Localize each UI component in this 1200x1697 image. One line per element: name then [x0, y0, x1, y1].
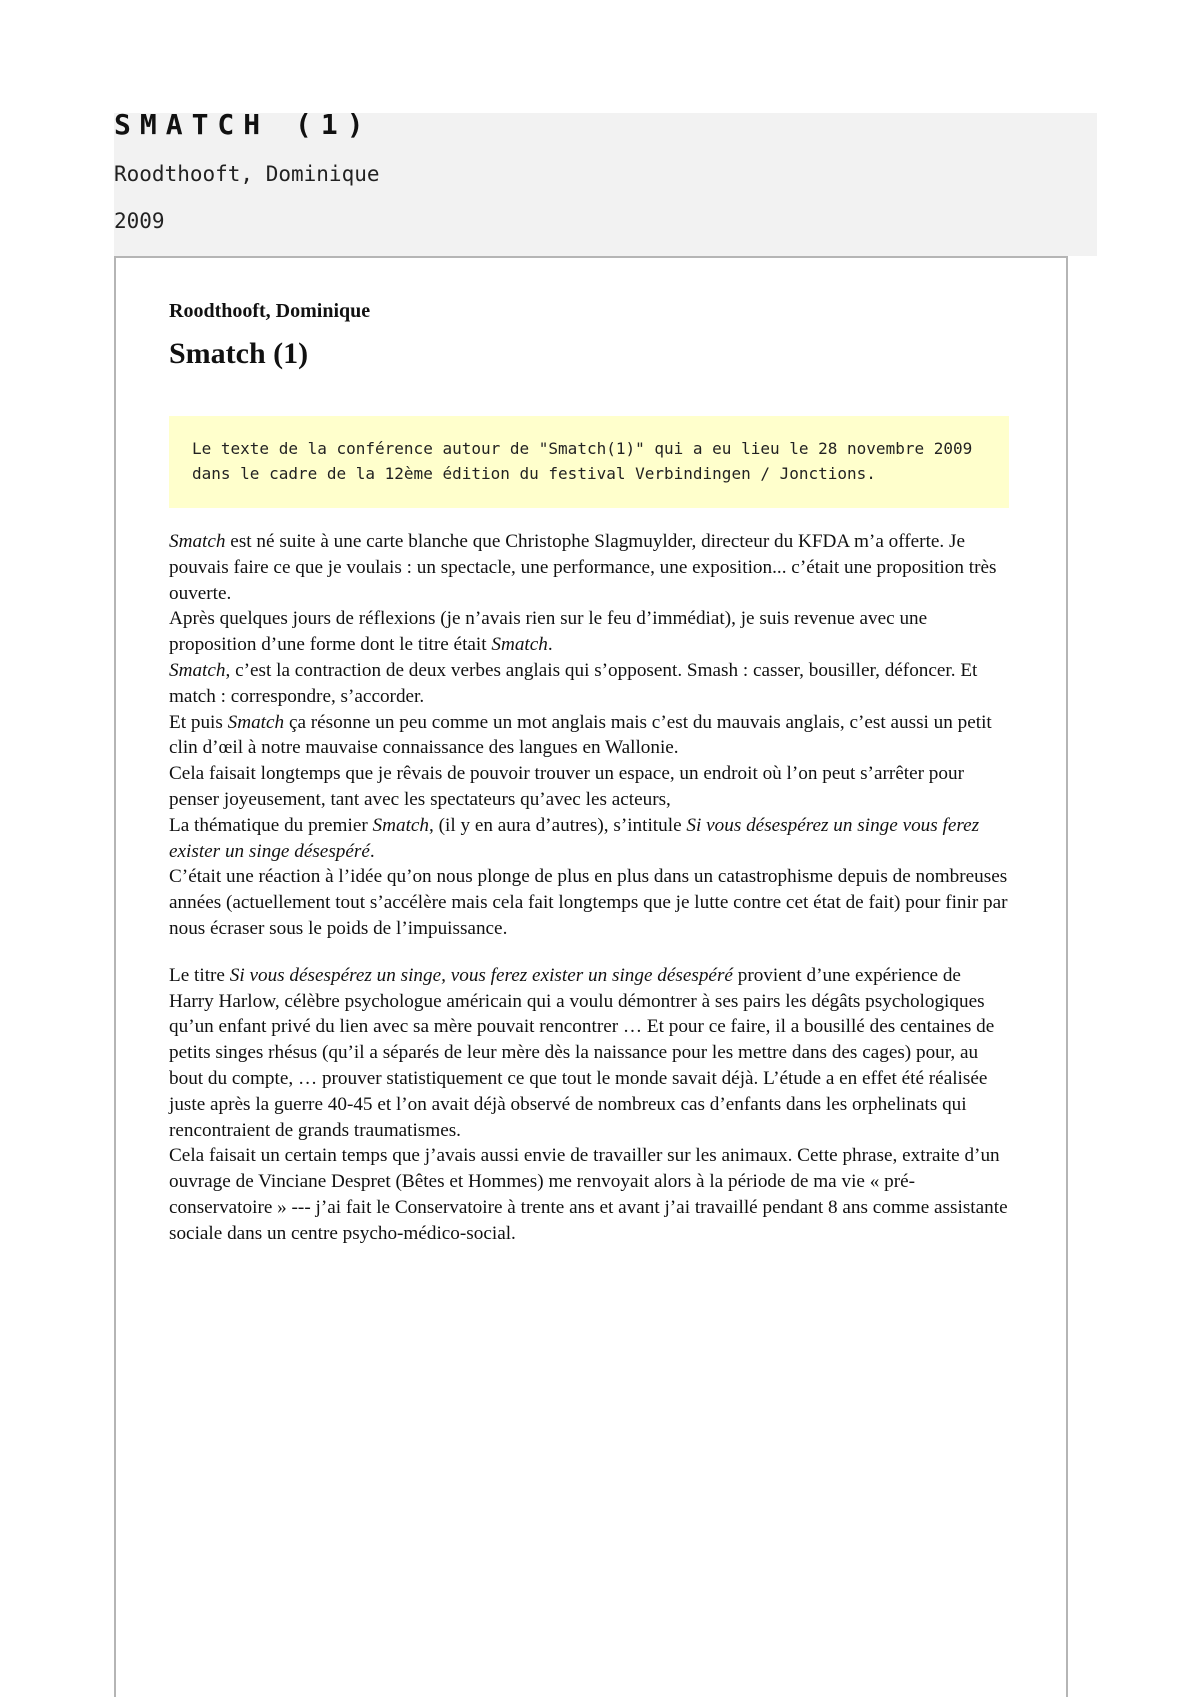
- paragraph: [169, 813, 1009, 865]
- header-author: Roodthooft, Dominique: [114, 162, 380, 186]
- page-title: SMATCH (1): [114, 108, 373, 141]
- document-author: Roodthooft, Dominique: [169, 300, 371, 322]
- document-content: [169, 296, 1009, 1247]
- paragraph: [169, 606, 1009, 658]
- italic-text: Smatch: [491, 634, 548, 656]
- text-run: .: [547, 634, 553, 656]
- paragraph: [169, 1143, 1009, 1246]
- text-run: Cela faisait un certain temps que j’avais aussi envie de travailler sur les animaux. Cette phrase, extraite d’un ouvrage de Vinciane Despret (Bêtes et Hommes) me renvoyait alors à la période de ma vie « pré-conservatoire » --- j’ai fait le Conservatoire à trente ans et avant j’ai travaillé pendant 8 ans comme assistante sociale dans un centre psycho-médico-social.: [169, 1145, 1008, 1244]
- italic-text: Smatch: [372, 814, 430, 836]
- italic-text: Si vous désespérez un singe vous ferez exister un singe désespéré: [169, 814, 980, 862]
- italic-text: Si vous désespérez un singe, vous ferez exister un singe désespéré: [229, 964, 733, 986]
- text-run: ça résonne un peu comme un mot anglais mais c’est du mauvais anglais, c’est aussi un petit clin d’œil à notre mauvaise connaissance des langues en Wallonie.: [169, 711, 992, 759]
- text-run: Et puis: [169, 711, 228, 733]
- document-title: Smatch (1): [169, 337, 309, 370]
- italic-text: Smatch: [227, 711, 285, 733]
- text-run: , (il y en aura d’autres), s’intitule: [429, 814, 687, 836]
- text-run: La thématique du premier: [169, 814, 373, 836]
- text-run: Cela faisait longtemps que je rêvais de pouvoir trouver un espace, un endroit où l’on peut s’arrêter pour penser joyeusement, tant avec les spectateurs qu’avec les acteurs,: [169, 763, 964, 810]
- text-run: Le titre: [169, 964, 230, 986]
- paragraph: [169, 658, 1009, 710]
- paragraph: [169, 761, 1009, 813]
- abstract-box: Le texte de la conférence autour de "Smatch(1)" qui a eu lieu le 28 novembre 2009 dans le cadre de la 12ème édition du festival Verbindingen / Jonctions.: [169, 416, 1009, 508]
- text-run: , c’est la contraction de deux verbes anglais qui s’opposent. Smash : casser, bousiller, défoncer. Et match : correspondre, s’accorder.: [169, 659, 978, 707]
- text-run: .: [369, 840, 375, 862]
- header-year: 2009: [114, 209, 165, 233]
- text-run: C’était une réaction à l’idée qu’on nous plonge de plus en plus dans un catastrophisme depuis de nombreuses années (actuellement tout s’accélère mais cela fait longtemps que je lutte contre cet état de fait) pour finir par nous écraser sous le poids de l’impuissance.: [169, 866, 1008, 939]
- paragraph: [169, 529, 1009, 606]
- paragraph: [169, 864, 1009, 941]
- paragraph: [169, 963, 1009, 1144]
- italic-text: Smatch: [169, 531, 226, 552]
- text-run: provient d’une expérience de Harry Harlow, célèbre psychologue américain qui a voulu démontrer à ses pairs les dégâts psychologiques qu’un enfant privé du lien avec sa mère pouvait rencontrer … Et pour ce faire, il a bousillé des centaines de petits singes rhésus (qu’il a séparés de leur mère dès la naissance pour les mettre dans des cages) pour, au bout du compte, … prouver statistiquement ce que tout le monde savait déjà. L’étude a en effet été réalisée juste après la guerre 40-45 et l’on avait déjà observé de nombreux cas d’enfants dans les orphelinats qui rencontraient de grands traumatismes.: [169, 964, 995, 1141]
- body-text: [169, 529, 1009, 1247]
- paragraph: [169, 710, 1009, 762]
- italic-text: Smatch: [169, 659, 226, 681]
- text-run: Après quelques jours de réflexions (je n’avais rien sur le feu d’immédiat), je suis revenue avec une proposition d’une forme dont le titre était: [169, 608, 928, 656]
- text-run: est né suite à une carte blanche que Christophe Slagmuylder, directeur du KFDA m’a offerte. Je pouvais faire ce que je voulais : un spectacle, une performance, une exposition... c’était une proposition très ouverte.: [169, 531, 997, 604]
